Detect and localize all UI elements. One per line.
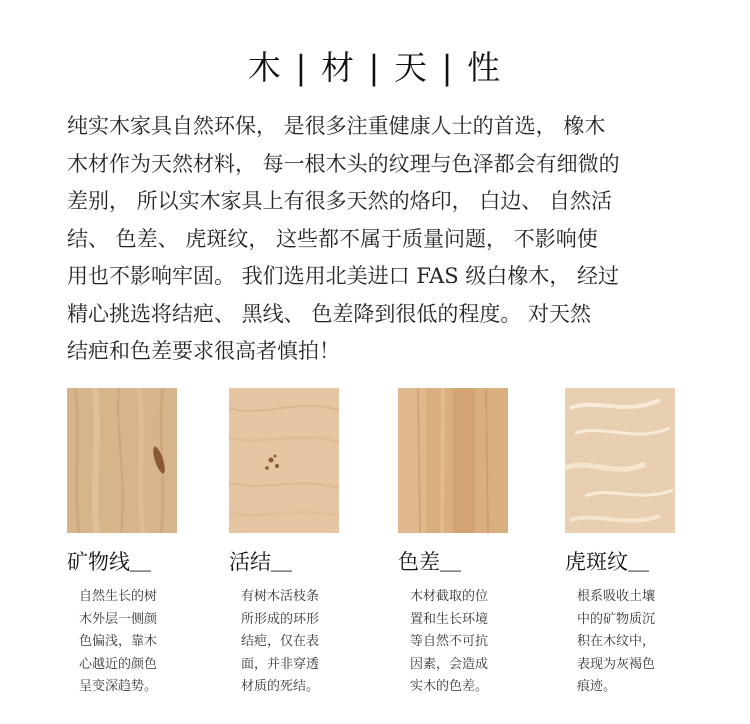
card-desc-line: 心越近的颜色 [79, 656, 158, 672]
card-desc-line: 根系吸收土壤 [577, 589, 656, 604]
card-desc-line: 中的矿物质沉 [577, 611, 656, 627]
intro-line: 用也不影响牢固。 我们选用北美进口 FAS 级白橡木， 经过 [67, 264, 619, 288]
intro-paragraph [67, 108, 692, 371]
card-desc-line: 木外层一侧颜 [79, 611, 158, 627]
card-desc-line: 有树木活枝条 [241, 589, 320, 604]
card-description [241, 586, 341, 699]
card-title: 色差＿ [398, 550, 461, 574]
intro-line: 差别， 所以实木家具上有很多天然的烙印， 白边、 自然活 [67, 189, 613, 213]
card-desc-line: 木材截取的位 [410, 589, 489, 604]
card-desc-line: 痕迹。 [577, 679, 617, 694]
card-description [410, 586, 510, 699]
card-desc-line: 色偏浅，靠木 [79, 634, 158, 649]
card-desc-line: 面，并非穿透 [241, 656, 320, 672]
intro-line: 木材作为天然材料， 每一根木头的纹理与色泽都会有细微的 [67, 151, 620, 176]
wood-swatch-image [398, 388, 508, 533]
wood-swatch-image [229, 388, 339, 533]
card-desc-line: 实木的色差。 [410, 679, 489, 694]
card-desc-line: 呈变深趋势。 [79, 679, 158, 694]
wood-card-tiger-stripe [565, 388, 677, 694]
wood-swatch-image [565, 388, 675, 533]
wood-card-color-difference [398, 388, 510, 694]
card-desc-line: 结疤，仅在表 [241, 634, 320, 649]
card-desc-line: 表现为灰褐色 [577, 656, 656, 672]
card-desc-line: 材质的死结。 [241, 679, 320, 694]
card-title: 矿物线＿ [67, 550, 151, 574]
card-title: 虎斑纹＿ [565, 550, 649, 574]
card-desc-line: 自然生长的树 [79, 589, 158, 604]
card-desc-line: 所形成的环形 [241, 611, 320, 627]
card-description [577, 586, 677, 699]
wood-swatch-image [67, 388, 177, 533]
card-desc-line: 积在木纹中， [577, 634, 656, 649]
wood-card-mineral-line [67, 388, 179, 694]
page-title: 木 | 材 | 天 | 性 [247, 48, 503, 87]
card-title: 活结＿ [229, 550, 292, 574]
card-desc-line: 因素，会造成 [410, 656, 489, 672]
wood-card-live-knot [229, 388, 341, 694]
intro-line: 纯实木家具自然环保， 是很多注重健康人士的首选， 橡木 [67, 114, 606, 138]
intro-line: 结疤和色差要求很高者慎拍！ [67, 339, 340, 363]
intro-line: 精心挑选将结疤、 黑线、 色差降到很低的程度。 对天然 [67, 301, 592, 326]
card-description [79, 586, 179, 699]
card-desc-line: 置和生长环境 [410, 611, 489, 627]
card-desc-line: 等自然不可抗 [410, 634, 489, 649]
intro-line: 结、 色差、 虎斑纹， 这些都不属于质量问题， 不影响使 [67, 226, 598, 251]
